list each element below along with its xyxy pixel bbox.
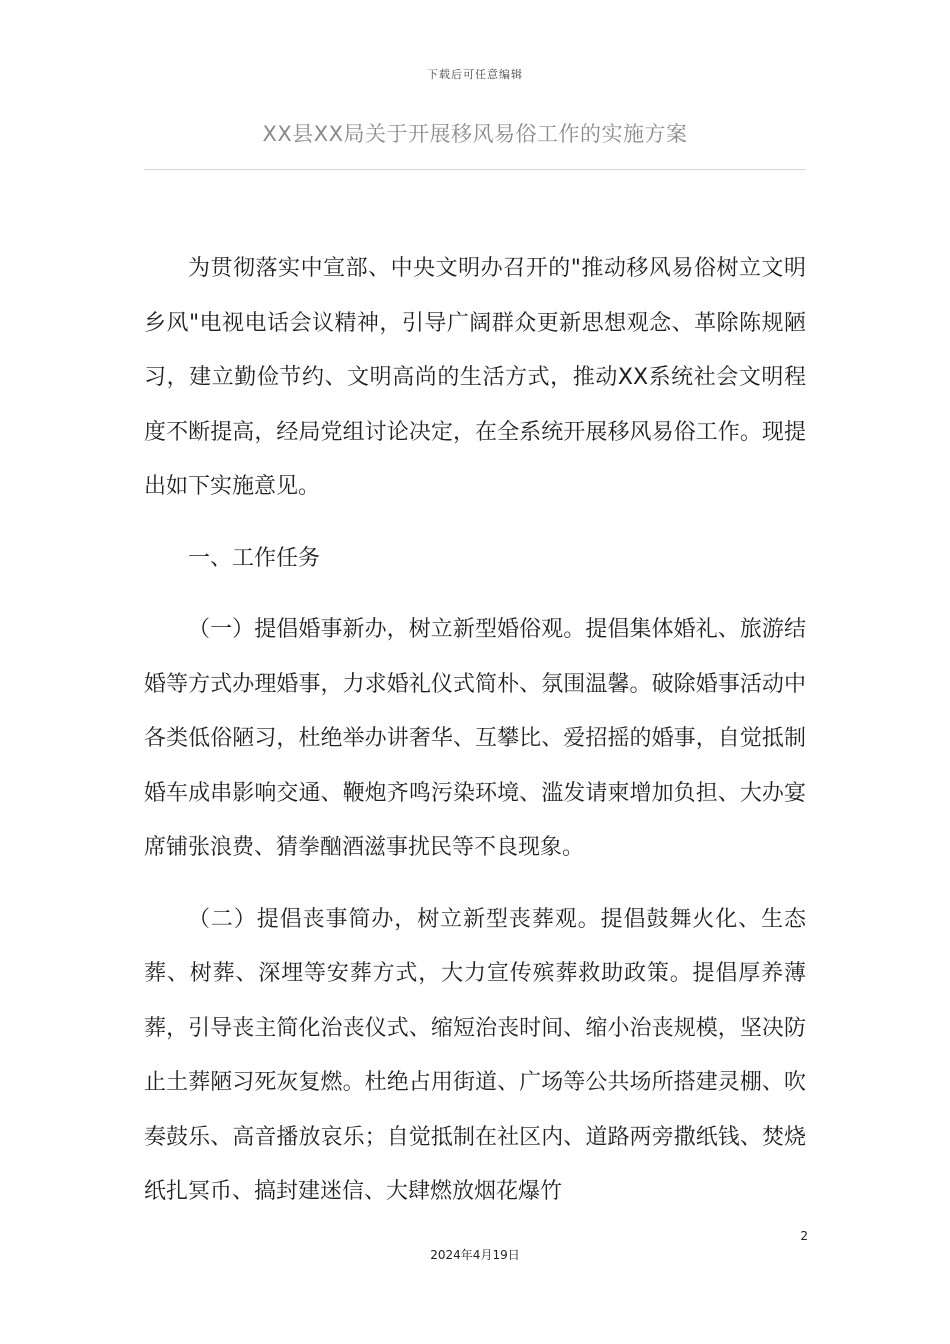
document-body [144, 242, 806, 1220]
header-note: 下载后可任意编辑 [427, 68, 523, 81]
title-divider [144, 169, 806, 170]
intro-paragraph: 为贯彻落实中宣部、中央文明办召开的"推动移风易俗树立文明乡风"电视电话会议精神，引导广阔群众更新思想观念、革除陈规陋习，建立勤俭节约、文明高尚的生活方式，推动XX系统社会文明程度不断提高，经局党组讨论决定，在全系统开展移风易俗工作。现提出如下实施意见。 [144, 256, 806, 499]
footer-date: 2024年4月19日 [430, 1248, 520, 1262]
task-paragraph-2: （二）提倡丧事简办，树立新型丧葬观。提倡鼓舞火化、生态葬、树葬、深埋等安葬方式，大力宣传殡葬救助政策。提倡厚养薄葬，引导丧主简化治丧仪式、缩短治丧时间、缩小治丧规模，坚决防止土葬陋习死灰复燃。杜绝占用街道、广场等公共场所搭建灵棚、吹奏鼓乐、高音播放哀乐；自觉抵制在社区内、道路两旁撒纸钱、焚烧纸扎冥币、搞封建迷信、大肆燃放烟花爆竹 [144, 906, 806, 1204]
document-title: XX县XX局关于开展移风易俗工作的实施方案 [262, 122, 688, 146]
task-paragraph-1: （一）提倡婚事新办，树立新型婚俗观。提倡集体婚礼、旅游结婚等方式办理婚事，力求婚礼仪式简朴、氛围温馨。破除婚事活动中各类低俗陋习，杜绝举办讲奢华、互攀比、爱招摇的婚事，自觉抵制婚车成串影响交通、鞭炮齐鸣污染环境、滥发请柬增加负担、大办宴席铺张浪费、猜拳酗酒滋事扰民等不良现象。 [144, 617, 806, 860]
section-heading: 一、工作任务 [188, 545, 321, 571]
page-number: 2 [800, 1229, 808, 1243]
